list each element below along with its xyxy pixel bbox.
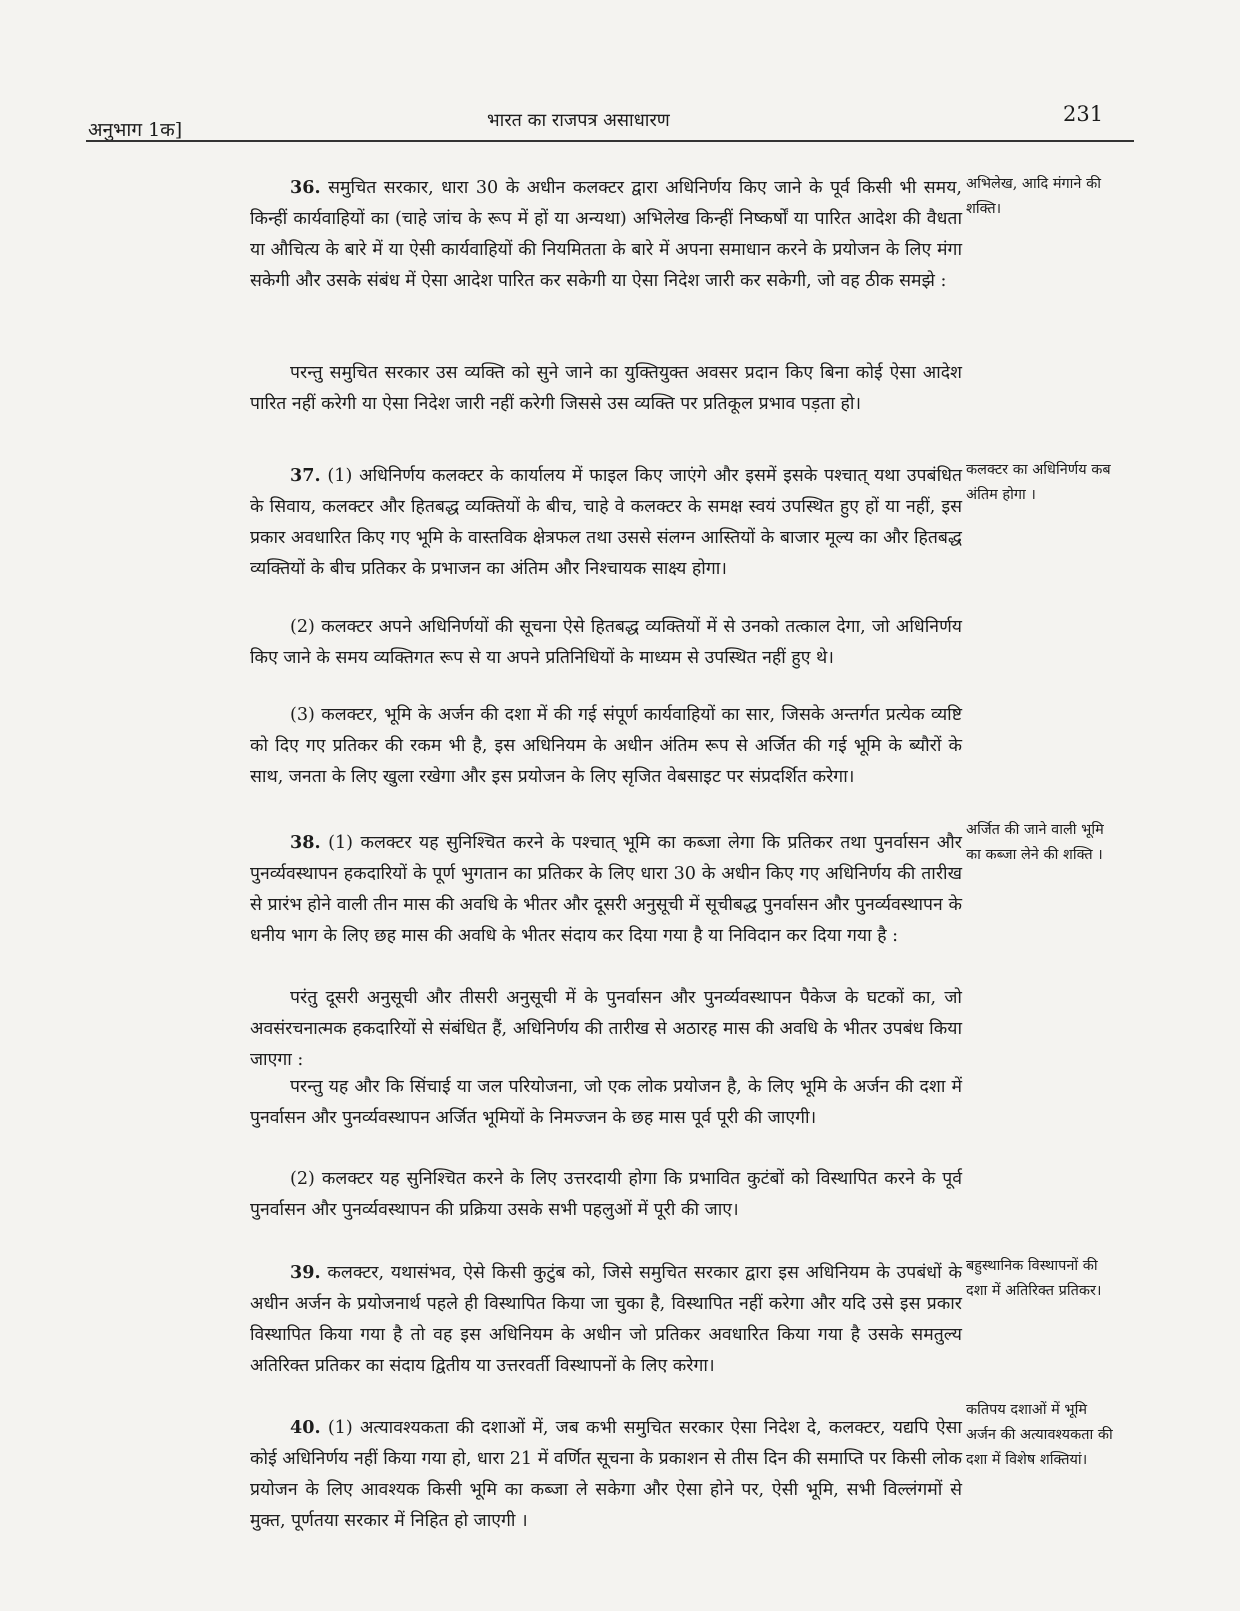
- header-section-label: अनुभाग 1क]: [88, 119, 183, 141]
- section-37: [250, 460, 962, 585]
- header-rule: [86, 140, 1134, 142]
- margin-note-38: अर्जित की जाने वाली भूमि का कब्जा लेने की शक्ति ।: [966, 822, 1104, 863]
- section-number: 37.: [290, 465, 321, 486]
- section-number: 38.: [290, 832, 321, 853]
- section-39: [250, 1257, 962, 1382]
- section-text: (1) अत्यावश्यकता की दशाओं में, जब कभी समुचित सरकार ऐसा निदेश दे, कलक्टर, यद्यपि ऐसा कोई अधिनिर्णय नहीं किया गया हो, धारा 21 में वर्णित सूचना के प्रकाशन से तीस दिन की समाप्ति पर किसी लोक प्रयोजन के लिए आवश्यक किसी भूमि का कब्जा ले सकेगा और ऐसा होने पर, ऐसी भूमि, सभी विल्लंगमों से मुक्त, पूर्णतया सरकार में निहित हो जाएगी ।: [250, 1418, 962, 1531]
- section-37-3: [250, 700, 962, 793]
- section-36: [250, 172, 962, 297]
- section-number: 39.: [290, 1262, 321, 1283]
- subsection-text: (3) कलक्टर, भूमि के अर्जन की दशा में की गई संपूर्ण कार्यवाहियों का सार, जिसके अन्तर्गत प्रत्येक व्यष्टि को दिए गए प्रतिकर की रकम भी है, इस अधिनियम के अधीन अंतिम रूप से अर्जित की गई भूमि के ब्यौरों के साथ, जनता के लिए खुला रखेगा और इस प्रयोजन के लिए सृजित वेबसाइट पर संप्रदर्शित करेगा।: [250, 705, 962, 787]
- proviso-36: [250, 358, 962, 420]
- proviso-38-1: [250, 983, 962, 1076]
- section-40: [250, 1412, 962, 1537]
- section-text: (1) कलक्टर यह सुनिश्चित करने के पश्चात् भूमि का कब्जा लेगा कि प्रतिकर तथा पुनर्वासन और पुनर्व्यवस्थापन हकदारियों के पूर्ण भुगतान का प्रतिकर के लिए धारा 30 के अधीन किए गए अधिनिर्णय की तारीख से प्रारंभ होने वाली तीन मास की अवधि के भीतर और दूसरी अनुसूची में सूचीबद्ध पुनर्वासन और पुनर्व्यवस्थापन के धनीय भाग के लिए छह मास की अवधि के भीतर संदाय कर दिया गया है या निविदान कर दिया गया है :: [250, 833, 962, 946]
- page-number: 231: [1063, 102, 1104, 126]
- section-37-2: [250, 612, 962, 674]
- margin-note-40: कतिपय दशाओं में भूमि अर्जन की अत्यावश्यकता की दशा में विशेष शक्तियां।: [966, 1402, 1113, 1468]
- header-title: भारत का राजपत्र असाधारण: [487, 110, 670, 131]
- section-38: [250, 827, 962, 952]
- proviso-38-2: [250, 1072, 962, 1134]
- subsection-text: (2) कलक्टर अपने अधिनिर्णयों की सूचना ऐसे हितबद्ध व्यक्तियों में से उनको तत्काल देगा, जो अधिनिर्णय किए जाने के समय व्यक्तिगत रूप से या अपने प्रतिनिधियों के माध्यम से उपस्थित नहीं हुए थे।: [250, 617, 962, 668]
- section-text: कलक्टर, यथासंभव, ऐसे किसी कुटुंब को, जिसे समुचित सरकार द्वारा इस अधिनियम के उपबंधों के अधीन अर्जन के प्रयोजनार्थ पहले ही विस्थापित किया जा चुका है, विस्थापित नहीं करेगा और यदि उसे इस प्रकार विस्थापित किया गया है तो वह इस अधिनियम के अधीन जो प्रतिकर अवधारित किया गया है उसके समतुल्य अतिरिक्त प्रतिकर का संदाय द्वितीय या उत्तरवर्ती विस्थापनों के लिए करेगा।: [250, 1263, 962, 1376]
- section-number: 40.: [290, 1417, 321, 1438]
- section-number: 36.: [290, 177, 321, 198]
- subsection-text: (2) कलक्टर यह सुनिश्चित करने के लिए उत्तरदायी होगा कि प्रभावित कुटंबों को विस्थापित करने के पूर्व पुनर्वासन और पुनर्व्यवस्थापन की प्रक्रिया उसके सभी पहलुओं में पूरी की जाए।: [250, 1169, 962, 1220]
- proviso-text: परन्तु समुचित सरकार उस व्यक्ति को सुने जाने का युक्तियुक्त अवसर प्रदान किए बिना कोई ऐसा आदेश पारित नहीं करेगी या ऐसा निदेश जारी नहीं करेगी जिससे उस व्यक्ति पर प्रतिकूल प्रभाव पड़ता हो।: [250, 363, 962, 414]
- section-38-2: [250, 1164, 962, 1226]
- margin-note-39: बहुस्थानिक विस्थापनों की दशा में अतिरिक्त प्रतिकर।: [966, 1258, 1102, 1299]
- section-text: (1) अधिनिर्णय कलक्टर के कार्यालय में फाइल किए जाएंगे और इसमें इसके पश्चात् यथा उपबंधित के सिवाय, कलक्टर और हितबद्ध व्यक्तियों के बीच, चाहे वे कलक्टर के समक्ष स्वयं उपस्थित हुए हों या नहीं, इस प्रकार अवधारित किए गए भूमि के वास्तविक क्षेत्रफल तथा उससे संलग्न आस्तियों के बाजार मूल्य का और हितबद्ध व्यक्तियों के बीच प्रतिकर के प्रभाजन का अंतिम और निश्चायक साक्ष्य होगा।: [250, 466, 962, 579]
- proviso-text: परंतु दूसरी अनुसूची और तीसरी अनुसूची में के पुनर्वासन और पुनर्व्यवस्थापन पैकेज के घटकों का, जो अवसंरचनात्मक हकदारियों से संबंधित हैं, अधिनिर्णय की तारीख से अठारह मास की अवधि के भीतर उपबंध किया जाएगा :: [250, 988, 962, 1070]
- proviso-text: परन्तु यह और कि सिंचाई या जल परियोजना, जो एक लोक प्रयोजन है, के लिए भूमि के अर्जन की दशा में पुनर्वासन और पुनर्व्यवस्थापन अर्जित भूमियों के निमज्जन के छह मास पूर्व पूरी की जाएगी।: [250, 1077, 962, 1128]
- margin-note-36: अभिलेख, आदि मंगाने की शक्ति।: [966, 176, 1101, 217]
- section-text: समुचित सरकार, धारा 30 के अधीन कलक्टर द्वारा अधिनिर्णय किए जाने के पूर्व किसी भी समय, किन्हीं कार्यवाहियों का (चाहे जांच के रूप में हों या अन्यथा) अभिलेख किन्हीं निष्कर्षों या पारित आदेश की वैधता या औचित्य के बारे में या ऐसी कार्यवाहियों की नियमितता के बारे में अपना समाधान करने के प्रयोजन के लिए मंगा सकेगी और उसके संबंध में ऐसा आदेश पारित कर सकेगी या ऐसा निदेश जारी कर सकेगी, जो वह ठीक समझे :: [250, 178, 962, 291]
- margin-note-37: कलक्टर का अधिनिर्णय कब अंतिम होगा ।: [966, 462, 1111, 503]
